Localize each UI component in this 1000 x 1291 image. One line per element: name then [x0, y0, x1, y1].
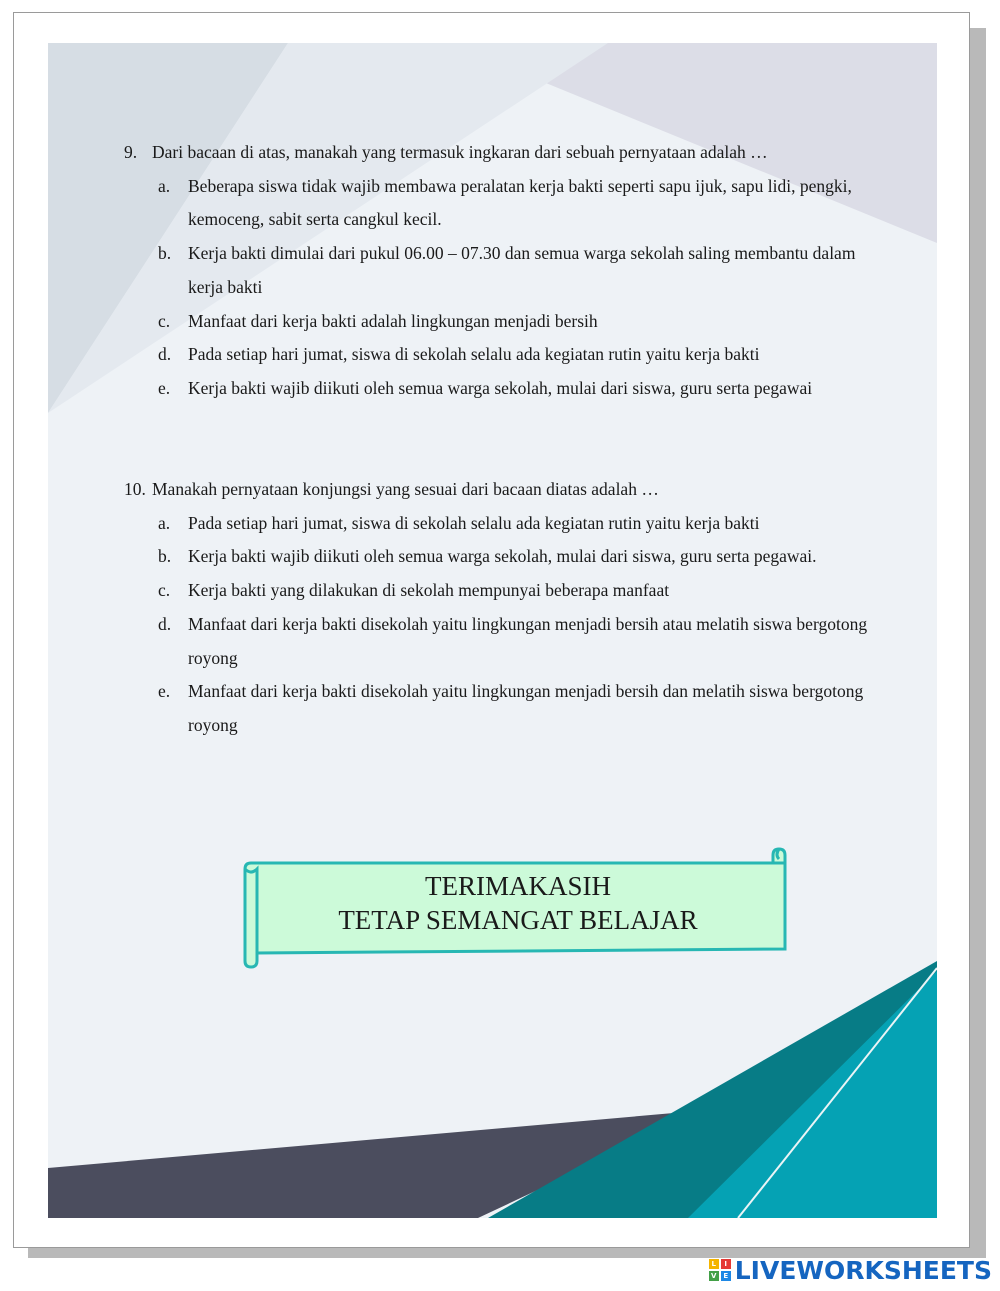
question-header — [124, 136, 884, 170]
option-letter: c. — [158, 310, 171, 331]
worksheet-page — [48, 43, 937, 1218]
question-text: Dari bacaan di atas, manakah yang termasuk ingkaran dari sebuah pernyataan adalah … — [152, 142, 768, 162]
logo-cell-e: E — [721, 1271, 731, 1281]
logo-squares-icon — [709, 1259, 731, 1281]
option-text: Beberapa siswa tidak wajib membawa peralatan kerja bakti seperti sapu ijuk, sapu lidi, pengki, kemoceng, sabit serta cangkul kecil. — [188, 175, 852, 230]
banner-text — [258, 869, 778, 937]
option-text: Manfaat dari kerja bakti disekolah yaitu lingkungan menjadi bersih dan melatih siswa bergotong royong — [188, 681, 864, 735]
answer-option-d[interactable] — [124, 608, 884, 675]
answer-option-b[interactable] — [124, 540, 884, 574]
option-text: Kerja bakti dimulai dari pukul 06.00 – 07.30 dan semua warga sekolah saling membantu dalam kerja bakti — [188, 243, 856, 297]
option-text: Manfaat dari kerja bakti disekolah yaitu lingkungan menjadi bersih atau melatih siswa bergotong royong — [188, 613, 868, 668]
option-letter: b. — [158, 546, 172, 567]
question-number: 10. — [124, 479, 146, 499]
answer-option-e[interactable] — [124, 372, 884, 406]
answer-option-a[interactable] — [124, 170, 884, 237]
option-text: Manfaat dari kerja bakti adalah lingkungan menjadi bersih — [188, 310, 598, 331]
question-number: 9. — [124, 142, 138, 162]
option-letter: c. — [158, 580, 171, 601]
question-10 — [124, 473, 884, 743]
answer-option-c[interactable] — [124, 574, 884, 608]
liveworksheets-logo[interactable] — [709, 1255, 992, 1285]
logo-cell-l: L — [709, 1259, 719, 1269]
question-text: Manakah pernyataan konjungsi yang sesuai dari bacaan diatas adalah … — [152, 479, 659, 499]
question-9 — [124, 136, 884, 406]
logo-cell-i: I — [721, 1259, 731, 1269]
answer-option-d[interactable] — [124, 338, 884, 372]
option-text: Kerja bakti wajib diikuti oleh semua warga sekolah, mulai dari siswa, guru serta pegawai. — [188, 546, 817, 567]
option-letter: b. — [158, 243, 172, 264]
answer-option-e[interactable] — [124, 675, 884, 742]
option-letter: d. — [158, 613, 172, 634]
option-text: Pada setiap hari jumat, siswa di sekolah selalu ada kegiatan rutin yaitu kerja bakti — [188, 344, 760, 365]
answer-option-a[interactable] — [124, 507, 884, 541]
option-letter: a. — [158, 512, 171, 533]
answer-option-b[interactable] — [124, 237, 884, 304]
option-letter: e. — [158, 681, 171, 702]
answer-options — [124, 507, 884, 743]
worksheet-content — [48, 43, 937, 1218]
option-letter: d. — [158, 344, 172, 365]
banner-line-2: TETAP SEMANGAT BELAJAR — [338, 905, 698, 935]
option-text: Kerja bakti yang dilakukan di sekolah mempunyai beberapa manfaat — [188, 580, 670, 601]
option-text: Pada setiap hari jumat, siswa di sekolah selalu ada kegiatan rutin yaitu kerja bakti — [188, 512, 760, 533]
option-letter: e. — [158, 377, 171, 398]
option-letter: a. — [158, 175, 171, 196]
option-text: Kerja bakti wajib diikuti oleh semua warga sekolah, mulai dari siswa, guru serta pegawai — [188, 377, 813, 398]
answer-options — [124, 170, 884, 406]
question-header — [124, 473, 884, 507]
brand-name: LIVEWORKSHEETS — [734, 1255, 992, 1285]
logo-cell-v: V — [709, 1271, 719, 1281]
banner-line-1: TERIMAKASIH — [425, 871, 611, 901]
answer-option-c[interactable] — [124, 305, 884, 339]
